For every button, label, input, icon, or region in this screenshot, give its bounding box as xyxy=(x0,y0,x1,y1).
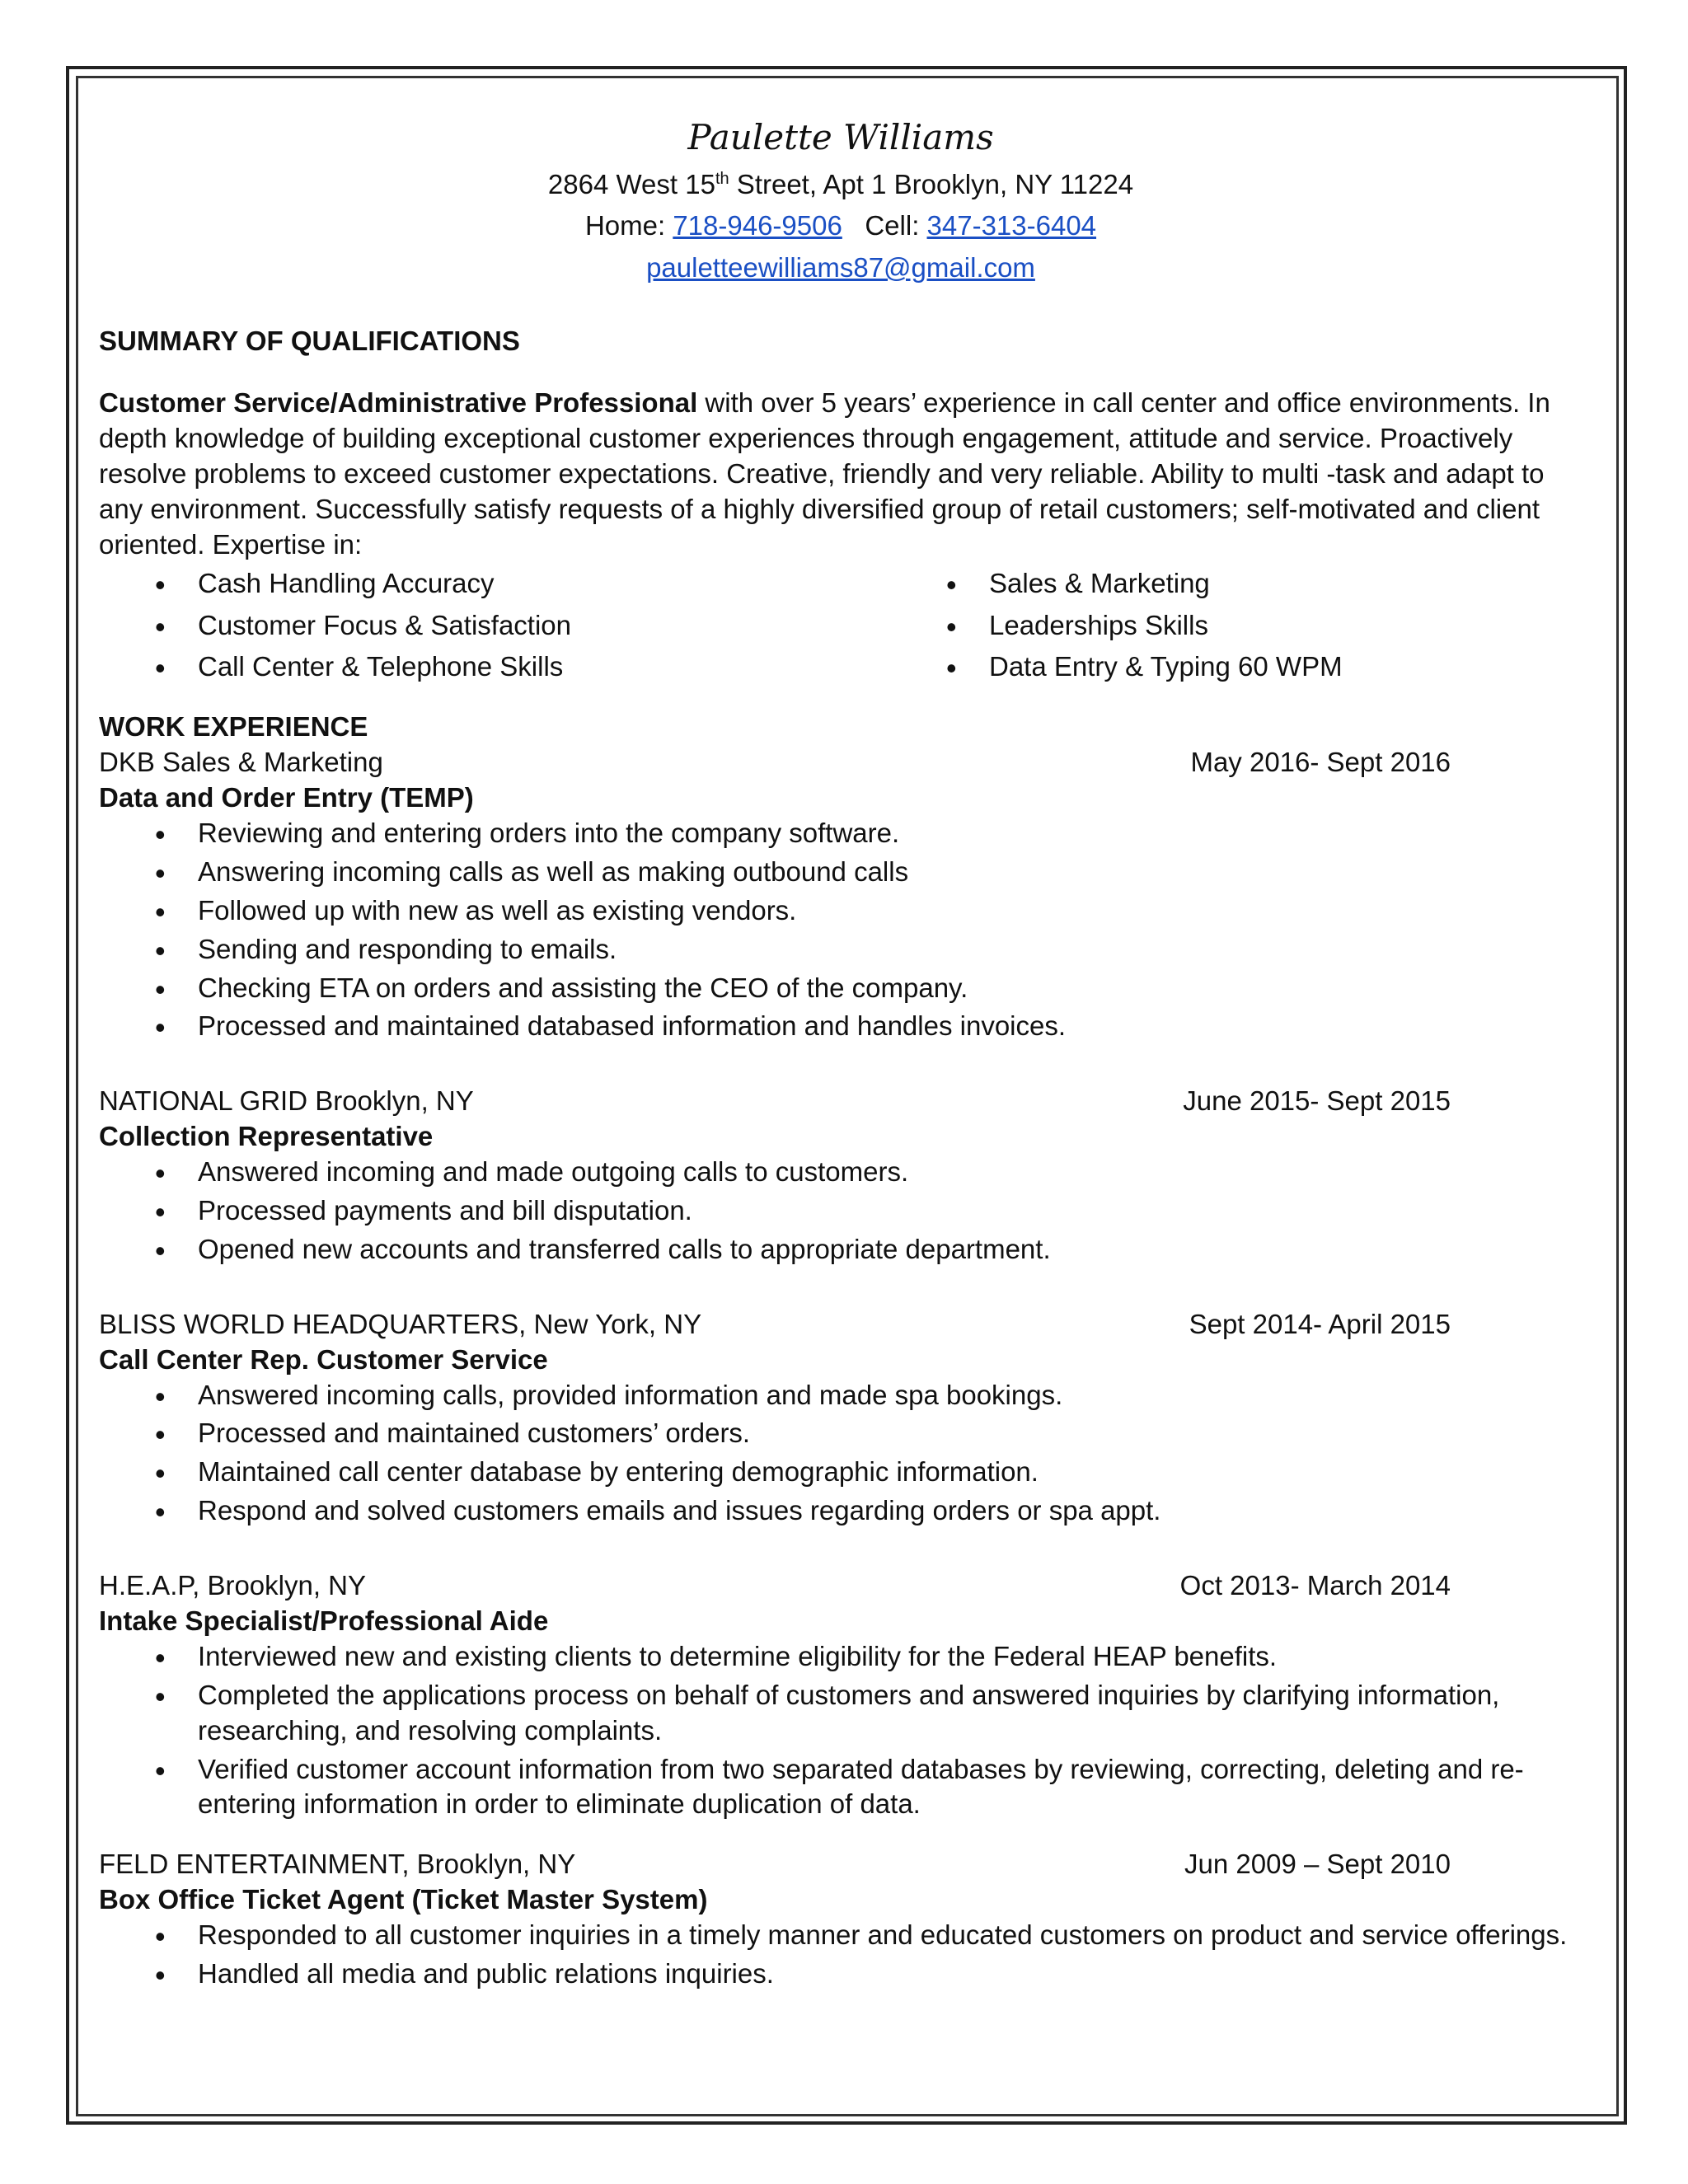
duty-item: • Answered incoming and made outgoing calls to customers. xyxy=(99,1155,1599,1190)
job-duties xyxy=(99,1639,1599,1822)
resume-header xyxy=(99,115,1582,286)
spacer xyxy=(99,1532,1599,1568)
summary-heading: SUMMARY OF QUALIFICATIONS xyxy=(99,326,520,357)
job-header xyxy=(99,1307,1451,1343)
cell-label: Cell: xyxy=(865,210,927,241)
job-title: Intake Specialist/Professional Aide xyxy=(99,1605,549,1636)
job-employer: NATIONAL GRID Brooklyn, NY xyxy=(99,1085,474,1117)
spacer xyxy=(99,1271,1599,1307)
home-phone-link[interactable]: 718-946-9506 xyxy=(673,210,842,241)
job-title: Box Office Ticket Agent (Ticket Master System) xyxy=(99,1884,708,1915)
skill-item: • Sales & Marketing xyxy=(890,566,1550,602)
skill-item: • Leaderships Skills xyxy=(890,608,1550,644)
spacer xyxy=(99,1825,1599,1847)
job-header xyxy=(99,745,1451,780)
job-employer: DKB Sales & Marketing xyxy=(99,747,383,778)
cell-phone-link[interactable]: 347-313-6404 xyxy=(926,210,1097,241)
skill-item: • Data Entry & Typing 60 WPM xyxy=(890,649,1550,685)
address-ordinal: th xyxy=(715,169,729,188)
job-employer: FELD ENTERTAINMENT, Brooklyn, NY xyxy=(99,1849,576,1880)
skill-item: • Customer Focus & Satisfaction xyxy=(99,608,890,644)
job-entry xyxy=(99,745,1599,1044)
job-title: Collection Representative xyxy=(99,1121,434,1152)
job-dates: May 2016- Sept 2016 xyxy=(1190,747,1451,778)
duty-item: • Answered incoming calls, provided information and made spa bookings. xyxy=(99,1378,1599,1413)
duty-item: • Answering incoming calls as well as making outbound calls xyxy=(99,855,1599,890)
job-employer: BLISS WORLD HEADQUARTERS, New York, NY xyxy=(99,1308,702,1339)
duty-item: • Maintained call center database by entering demographic information. xyxy=(99,1455,1599,1490)
duty-item: • Responded to all customer inquiries in a timely manner and educated customers on product and service offerings. xyxy=(99,1918,1599,1953)
job-entry xyxy=(99,1568,1599,1822)
duty-item: • Verified customer account information from two separated databases by reviewing, correcting, deleting and re-entering information in order to eliminate duplication of data. xyxy=(99,1752,1599,1823)
duty-item: • Followed up with new as well as existing vendors. xyxy=(99,893,1599,929)
duty-item: • Interviewed new and existing clients to determine eligibility for the Federal HEAP benefits. xyxy=(99,1639,1599,1675)
job-title: Call Center Rep. Customer Service xyxy=(99,1343,548,1375)
summary-lead: Customer Service/Administrative Professional xyxy=(99,387,698,419)
duty-item: • Opened new accounts and transferred calls to appropriate department. xyxy=(99,1232,1599,1268)
duty-item: • Completed the applications process on behalf of customers and answered inquiries by clarifying information, researching, and resolving complaints. xyxy=(99,1678,1599,1749)
duty-item: • Processed payments and bill disputation. xyxy=(99,1193,1599,1229)
duty-item: • Handled all media and public relations inquiries. xyxy=(99,1957,1599,1992)
job-title: Data and Order Entry (TEMP) xyxy=(99,782,474,813)
job-dates: Sept 2014- April 2015 xyxy=(1189,1308,1451,1339)
job-entry xyxy=(99,1307,1599,1529)
duty-item: • Respond and solved customers emails and issues regarding orders or spa appt. xyxy=(99,1493,1599,1529)
job-header xyxy=(99,1084,1451,1119)
job-duties xyxy=(99,816,1599,1044)
applicant-name: Paulette Williams xyxy=(687,117,994,157)
job-entry xyxy=(99,1847,1599,1992)
address-street: 2864 West 15 xyxy=(547,168,715,199)
job-dates: June 2015- Sept 2015 xyxy=(1183,1085,1451,1117)
email-line xyxy=(99,251,1582,286)
job-duties xyxy=(99,1155,1599,1268)
duty-item: • Checking ETA on orders and assisting the CEO of the company. xyxy=(99,971,1599,1006)
job-header xyxy=(99,1847,1451,1882)
job-header xyxy=(99,1568,1451,1604)
skills-left-column xyxy=(99,566,890,692)
home-label: Home: xyxy=(584,210,673,241)
spacer xyxy=(99,1047,1599,1084)
job-dates: Oct 2013- March 2014 xyxy=(1179,1570,1451,1601)
work-experience-heading: WORK EXPERIENCE xyxy=(99,711,368,743)
resume-content xyxy=(99,115,1599,1995)
address-line xyxy=(99,167,1582,203)
summary-paragraph xyxy=(99,386,1591,562)
email-link[interactable]: pauletteewilliams87@gmail.com xyxy=(646,252,1035,284)
duty-item: • Processed and maintained databased information and handles invoices. xyxy=(99,1009,1599,1044)
skills-right-column xyxy=(890,566,1550,692)
skills-list xyxy=(99,566,1599,692)
job-duties xyxy=(99,1378,1599,1530)
duty-item: • Sending and responding to emails. xyxy=(99,932,1599,968)
address-rest: Street, Apt 1 Brooklyn, NY 11224 xyxy=(729,168,1134,199)
duty-item: • Reviewing and entering orders into the company software. xyxy=(99,816,1599,851)
job-entry xyxy=(99,1084,1599,1267)
job-duties xyxy=(99,1918,1599,1992)
phone-line xyxy=(99,209,1582,244)
summary-text: with over 5 years’ experience in call center and office environments. In depth knowledge of building exceptional customer experiences through engagement, attitude and service. Proactively resolve problems to exceed customer expectations. Creative, friendly and very reliable. Ability to multi -task and adapt to any environment. Successfully satisfy requests of a highly diversified group of retail customers; self-motivated and client oriented. Expertise in: xyxy=(99,387,1550,560)
job-dates: Jun 2009 – Sept 2010 xyxy=(1184,1849,1451,1880)
job-employer: H.E.A.P, Brooklyn, NY xyxy=(99,1570,367,1601)
skill-item: • Call Center & Telephone Skills xyxy=(99,649,890,685)
skill-item: • Cash Handling Accuracy xyxy=(99,566,890,602)
duty-item: • Processed and maintained customers’ orders. xyxy=(99,1416,1599,1451)
